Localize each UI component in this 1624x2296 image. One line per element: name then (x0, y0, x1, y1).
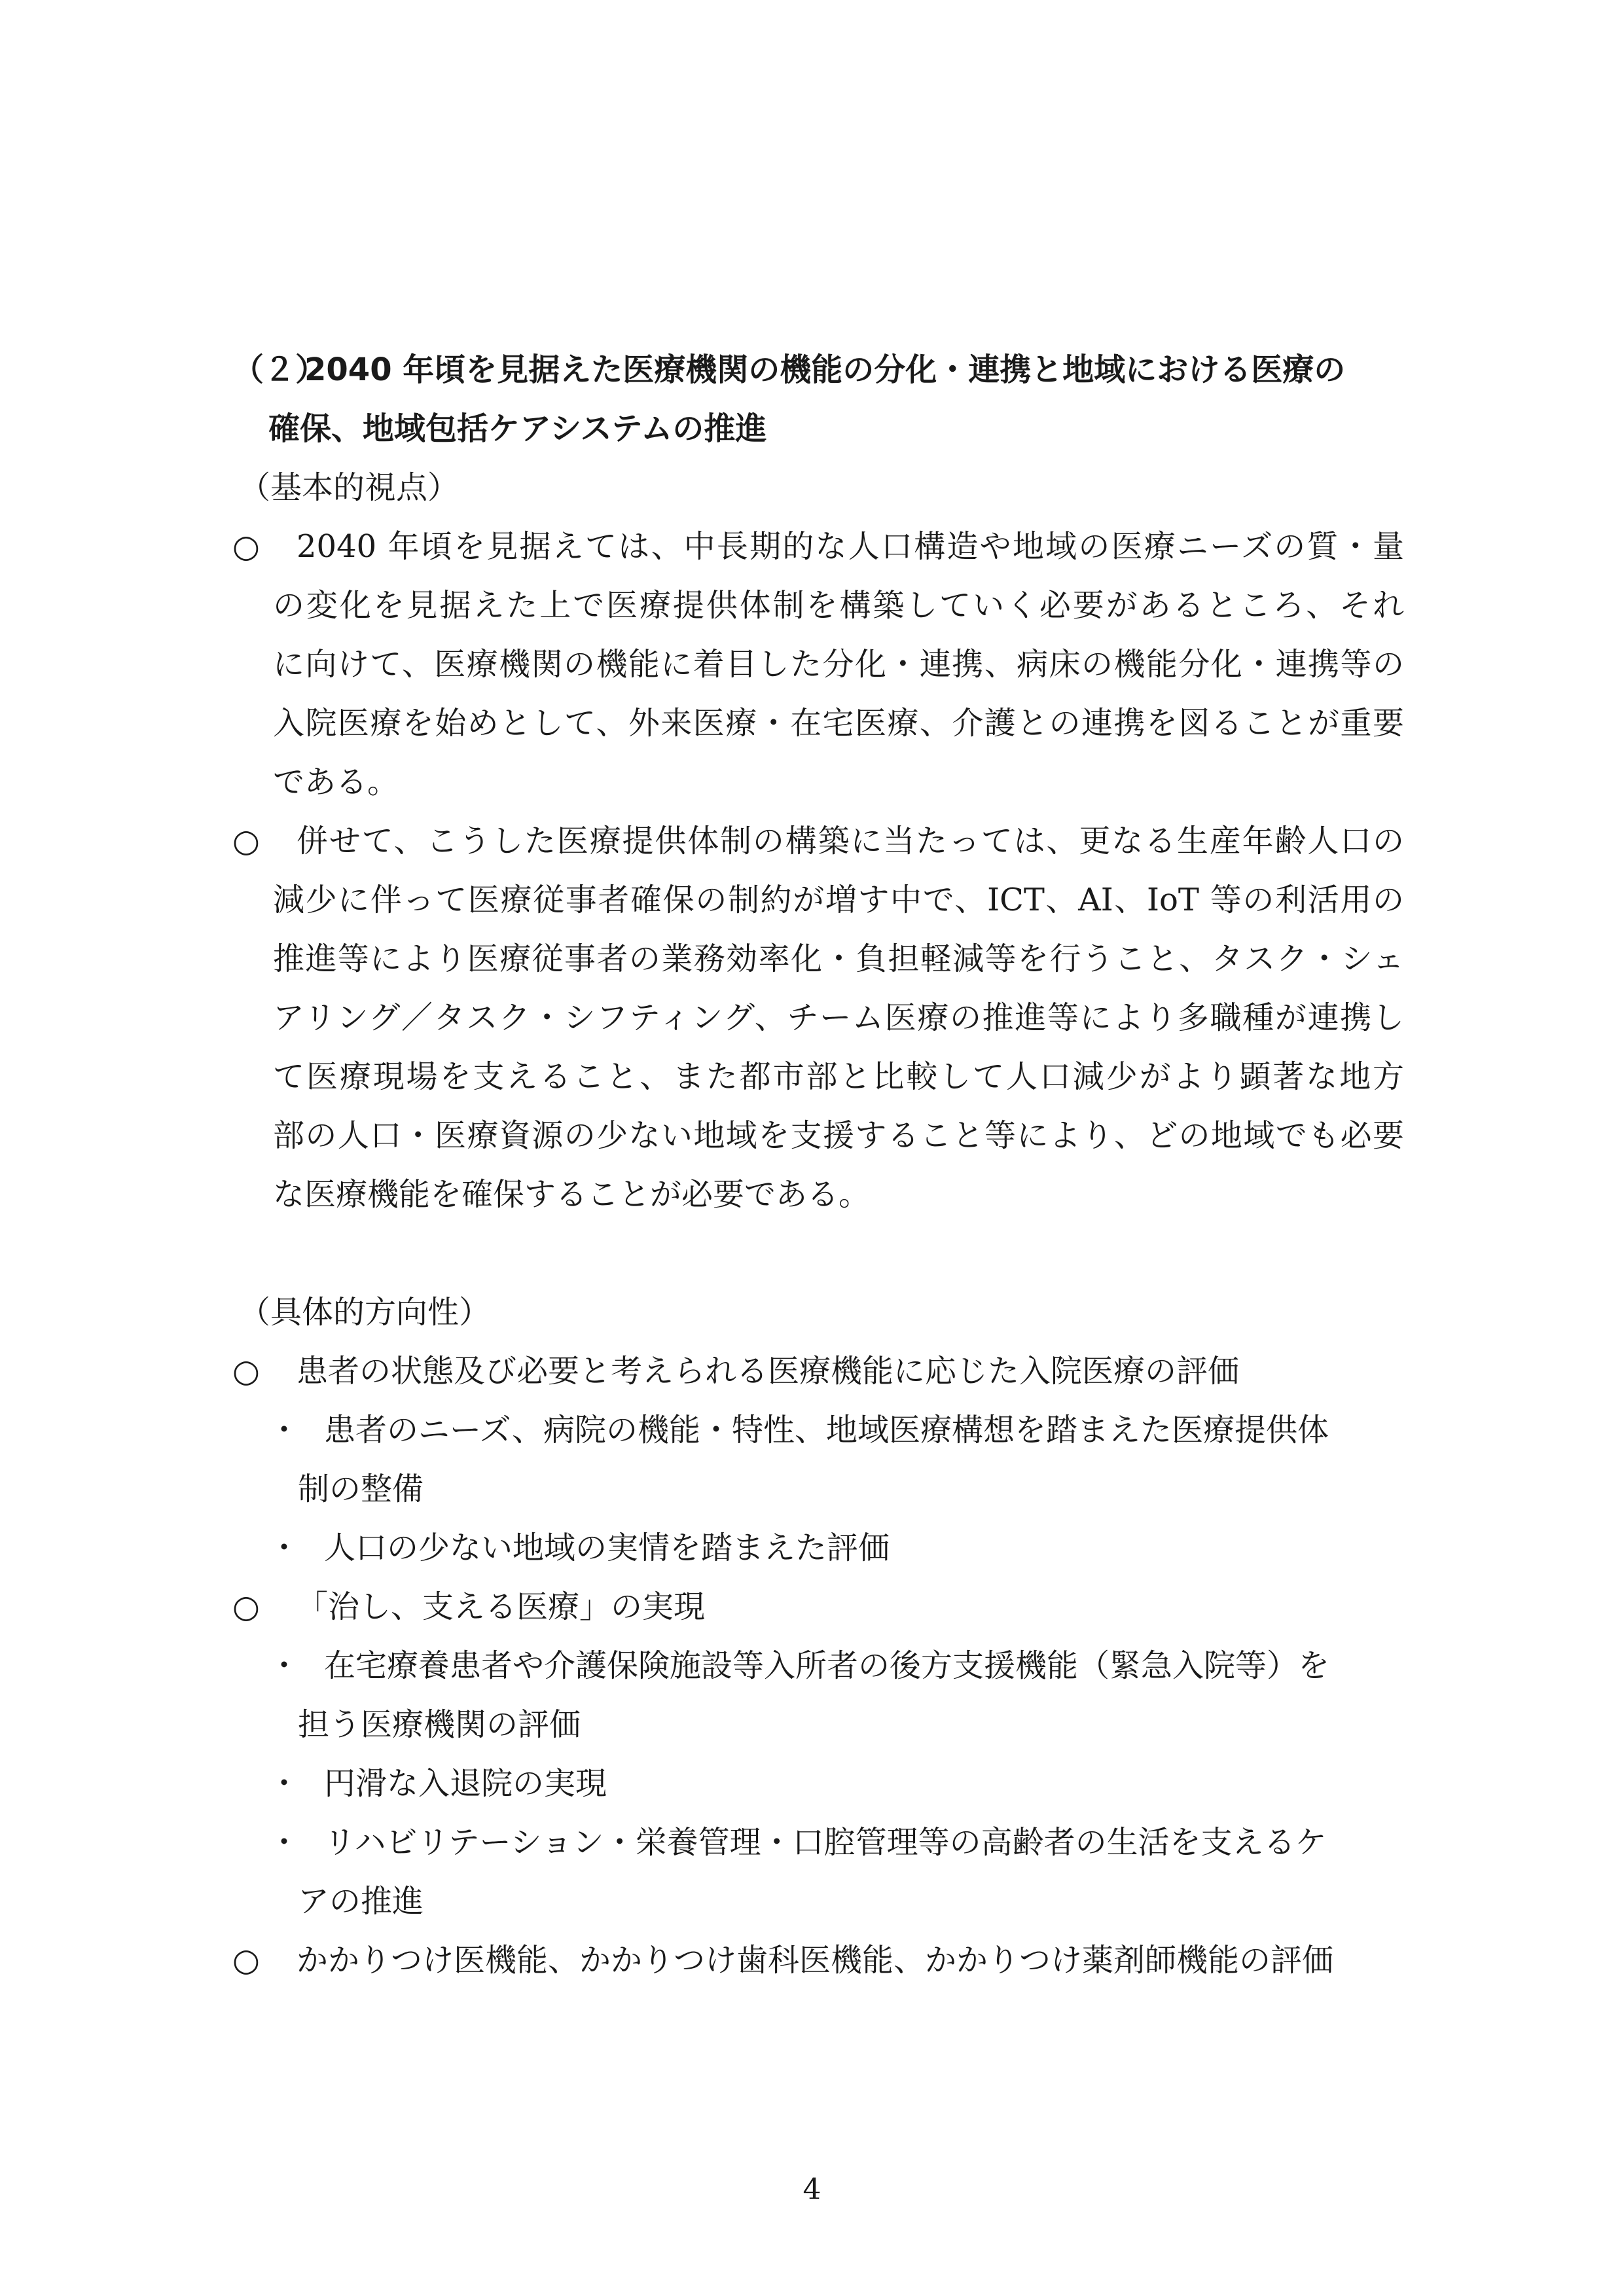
circle-mark: ○ (232, 1353, 260, 1390)
bullet-line: リハビリテーション・栄養管理・口腔管理等の高齢者の生活を支えるケ (324, 1824, 1327, 1861)
circle-mark: ○ (232, 528, 260, 565)
bullet-line: 在宅療養患者や介護保険施設等入所者の後方支援機能（緊急入院等）を (324, 1647, 1330, 1684)
paragraph-line: て医療現場を支えること、また都市部と比較して人口減少がより顕著な地方 (273, 1058, 1404, 1095)
bullet-line: アの推進 (298, 1883, 424, 1920)
paragraph-line: な医療機能を確保することが必要である。 (273, 1176, 871, 1213)
section-title-cont (232, 399, 1404, 458)
direction-bullet (232, 1813, 1404, 1931)
section-title (232, 340, 1404, 399)
paragraph-line: 併せて、こうした医療提供体制の構築に当たっては、更なる生産年齢人口の (297, 823, 1404, 859)
direction-bullet (232, 1401, 1404, 1518)
section-title-line2: 確保、地域包括ケアシステムの推進 (268, 410, 767, 447)
bullet-dot: ・ (268, 1824, 300, 1861)
paragraph-line: である。 (273, 764, 399, 800)
bullet-line: 患者のニーズ、病院の機能・特性、地域医療構想を踏まえた医療提供体 (324, 1412, 1329, 1448)
circle-mark: ○ (232, 1588, 260, 1625)
direction-item-text: 「治し、支える医療」の実現 (297, 1588, 706, 1625)
direction-item-1 (232, 1342, 1404, 1401)
paragraph-line: の変化を見据えた上で医療提供体制を構築していく必要があるところ、それ (273, 587, 1404, 624)
bullet-line: 担う医療機関の評価 (298, 1706, 581, 1743)
viewpoint-paragraph-2 (232, 812, 1404, 1224)
basic-viewpoint-heading: （基本的視点） (239, 469, 460, 506)
circle-mark: ○ (232, 823, 260, 859)
viewpoint-paragraph-1 (232, 517, 1404, 812)
paragraph-line: 2040 年頃を見据えては、中長期的な人口構造や地域の医療ニーズの質・量 (297, 528, 1404, 565)
bullet-dot: ・ (268, 1412, 300, 1448)
section-title-line1: 2040 年頃を見据えた医療機関の機能の分化・連携と地域における医療の (304, 351, 1346, 388)
direction-bullet (232, 1754, 1404, 1813)
direction-item-text: 患者の状態及び必要と考えられる医療機能に応じた入院医療の評価 (297, 1353, 1240, 1390)
direction-item-3 (232, 1931, 1404, 1990)
bullet-line: 円滑な入退院の実現 (324, 1765, 607, 1802)
bullet-dot: ・ (268, 1765, 300, 1802)
paragraph-line: 推進等により医療従事者の業務効率化・負担軽減等を行うこと、タスク・シェ (273, 941, 1404, 977)
direction-item-2 (232, 1577, 1404, 1636)
section-spacer (232, 1224, 1404, 1283)
paragraph-line: アリング／タスク・シフティング、チーム医療の推進等により多職種が連携し (273, 999, 1404, 1036)
paragraph-line: 入院医療を始めとして、外来医療・在宅医療、介護との連携を図ることが重要 (273, 705, 1404, 742)
document-body (232, 340, 1404, 1990)
bullet-line: 人口の少ない地域の実情を踏まえた評価 (324, 1530, 890, 1566)
direction-bullet (232, 1518, 1404, 1577)
specific-direction-heading: （具体的方向性） (239, 1294, 491, 1331)
paragraph-line: に向けて、医療機関の機能に着目した分化・連携、病床の機能分化・連携等の (273, 646, 1404, 683)
circle-mark: ○ (232, 1942, 260, 1979)
direction-bullet (232, 1636, 1404, 1754)
bullet-dot: ・ (268, 1647, 300, 1684)
bullet-line: 制の整備 (298, 1471, 424, 1507)
paragraph-line: 部の人口・医療資源の少ない地域を支援すること等により、どの地域でも必要 (273, 1117, 1404, 1154)
paragraph-line: 減少に伴って医療従事者確保の制約が増す中で、ICT、AI、IoT 等の利活用の (273, 882, 1404, 918)
bullet-dot: ・ (268, 1530, 300, 1566)
page-number: 4 (803, 2173, 821, 2206)
direction-item-text: かかりつけ医機能、かかりつけ歯科医機能、かかりつけ薬剤師機能の評価 (297, 1942, 1334, 1979)
section-number: （２） (232, 351, 327, 388)
